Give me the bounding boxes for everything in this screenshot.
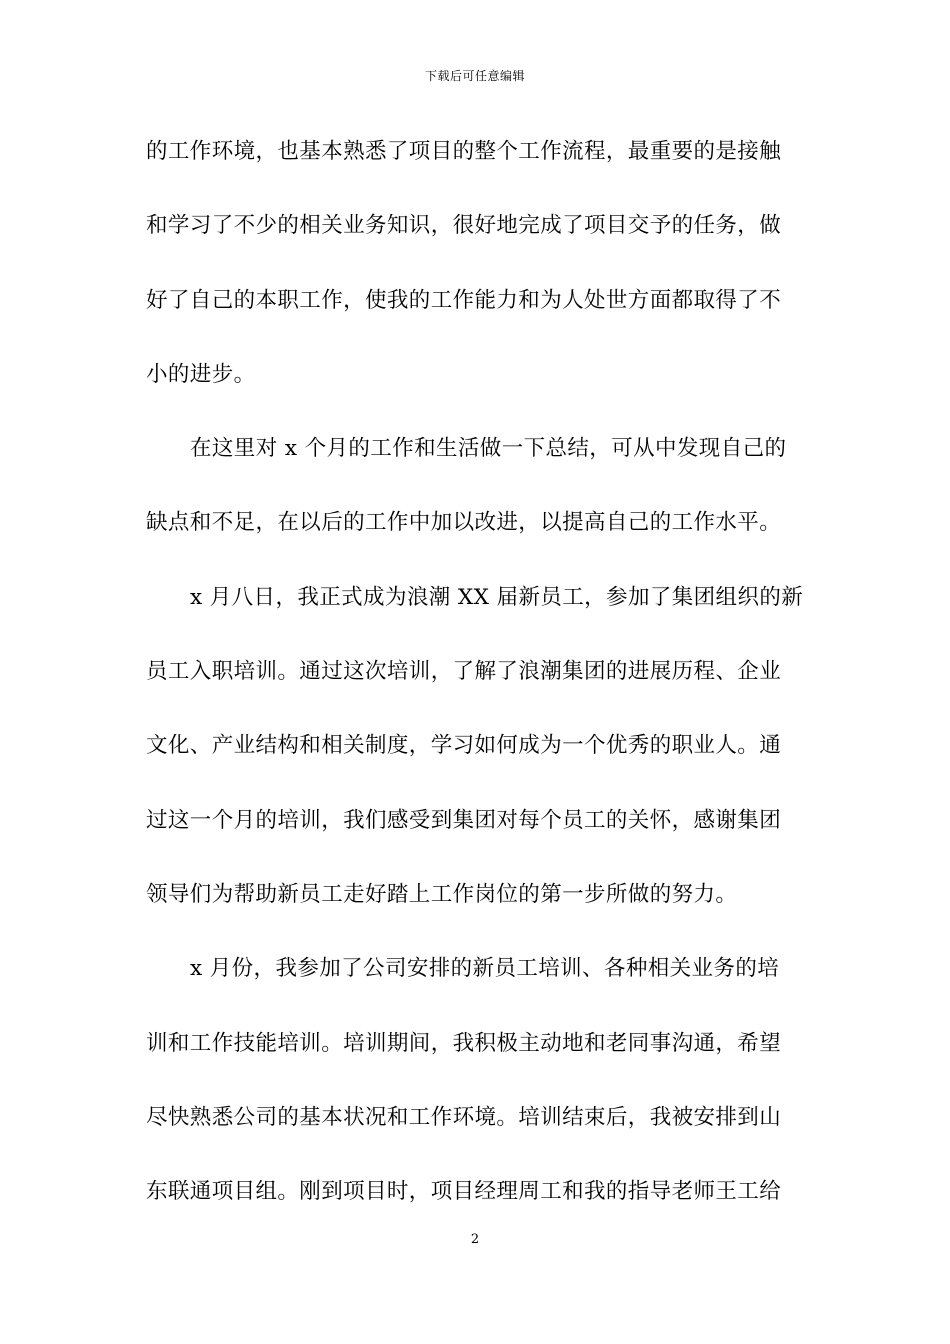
document-body: [146, 128, 806, 1242]
text-line: 和学习了不少的相关业务知识，很好地完成了项目交予的任务，做: [146, 213, 782, 239]
text-line: 的工作环境，也基本熟悉了项目的整个工作流程，最重要的是接触: [146, 139, 782, 164]
text-line: 东联通项目组。刚到项目时，项目经理周工和我的指导老师王工给: [146, 1179, 782, 1205]
page-number: 2: [470, 1232, 480, 1247]
text-line: 领导们为帮助新员工走好踏上工作岗位的第一步所做的努力。: [146, 881, 738, 907]
paragraph-first-line: x 月八日，我正式成为浪潮 XX 届新员工，参加了集团组织的新: [190, 584, 804, 610]
text-line: 尽快熟悉公司的基本状况和工作环境。培训结束后，我被安排到山: [146, 1104, 782, 1130]
text-line: 过这一个月的培训，我们感受到集团对每个员工的关怀，感谢集团: [146, 807, 782, 833]
paragraph-first-line: 在这里对 x 个月的工作和生活做一下总结，可从中发现自己的: [190, 436, 787, 462]
paragraph-first-line: x 月份，我参加了公司安排的新员工培训、各种相关业务的培: [190, 956, 780, 982]
page-header: 下载后可任意编辑: [424, 69, 525, 83]
text-line: 员工入职培训。通过这次培训，了解了浪潮集团的进展历程、企业: [146, 659, 782, 685]
text-line: 小的进步。: [146, 361, 256, 387]
text-line: 文化、产业结构和相关制度，学习如何成为一个优秀的职业人。通: [146, 733, 782, 759]
text-line: 缺点和不足，在以后的工作中加以改进，以提高自己的工作水平。: [146, 510, 782, 536]
text-line: 好了自己的本职工作，使我的工作能力和为人处世方面都取得了不: [146, 287, 782, 313]
text-line: 训和工作技能培训。培训期间，我积极主动地和老同事沟通，希望: [146, 1030, 782, 1056]
